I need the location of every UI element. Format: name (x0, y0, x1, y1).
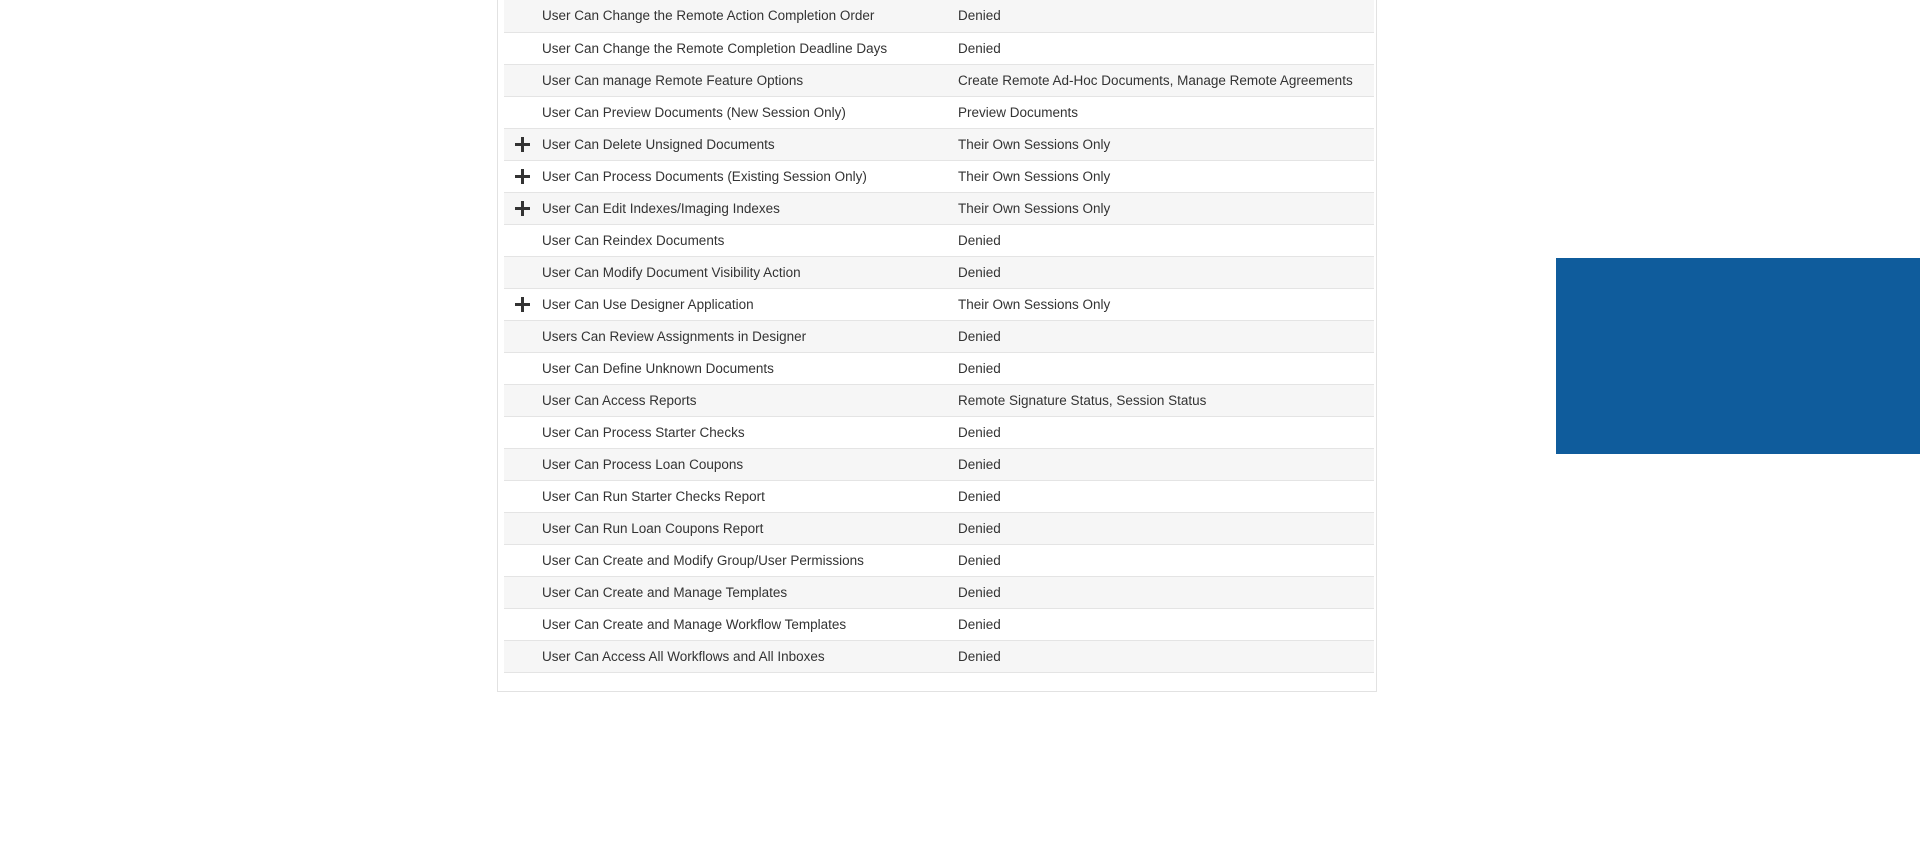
row-toggle-spacer (504, 608, 540, 640)
plus-icon[interactable] (515, 297, 530, 312)
permission-name: User Can Run Starter Checks Report (540, 480, 950, 512)
row-toggle-spacer (504, 416, 540, 448)
permission-name: User Can Process Loan Coupons (540, 448, 950, 480)
table-row[interactable] (504, 64, 1374, 96)
permission-name: User Can Process Documents (Existing Session Only) (540, 160, 950, 192)
row-toggle-spacer (504, 320, 540, 352)
permission-name: Users Can Review Assignments in Designer (540, 320, 950, 352)
table-row[interactable] (504, 0, 1374, 32)
table-row[interactable] (504, 32, 1374, 64)
table-row[interactable] (504, 608, 1374, 640)
permissions-card-footer (497, 684, 1377, 692)
permission-value[interactable]: Denied (950, 0, 1374, 32)
permission-name: User Can Change the Remote Action Completion Order (540, 0, 950, 32)
permission-value[interactable]: Denied (950, 352, 1374, 384)
row-toggle-spacer (504, 352, 540, 384)
table-row[interactable] (504, 576, 1374, 608)
row-toggle-spacer (504, 576, 540, 608)
table-row[interactable] (504, 352, 1374, 384)
permission-value[interactable]: Denied (950, 640, 1374, 672)
table-row[interactable] (504, 384, 1374, 416)
permission-value[interactable]: Denied (950, 512, 1374, 544)
permission-value[interactable]: Their Own Sessions Only (950, 192, 1374, 224)
permission-value[interactable]: Preview Documents (950, 96, 1374, 128)
permission-value[interactable]: Denied (950, 608, 1374, 640)
table-row[interactable] (504, 256, 1374, 288)
row-toggle-spacer (504, 96, 540, 128)
permissions-card (497, 0, 1377, 684)
plus-icon[interactable] (515, 201, 530, 216)
permissions-table (504, 0, 1374, 673)
row-toggle-spacer (504, 64, 540, 96)
permission-value[interactable]: Denied (950, 480, 1374, 512)
table-row[interactable] (504, 128, 1374, 160)
permission-name: User Can manage Remote Feature Options (540, 64, 950, 96)
table-row[interactable] (504, 96, 1374, 128)
row-toggle-spacer (504, 544, 540, 576)
permission-value[interactable]: Denied (950, 544, 1374, 576)
permission-value[interactable]: Create Remote Ad-Hoc Documents, Manage Remote Agreements (950, 64, 1374, 96)
permission-name: User Can Create and Modify Group/User Permissions (540, 544, 950, 576)
permission-value[interactable]: Remote Signature Status, Session Status (950, 384, 1374, 416)
permission-name: User Can Access Reports (540, 384, 950, 416)
permission-value[interactable]: Their Own Sessions Only (950, 160, 1374, 192)
row-toggle-spacer (504, 384, 540, 416)
row-toggle-spacer (504, 32, 540, 64)
permission-name: User Can Use Designer Application (540, 288, 950, 320)
permission-value[interactable]: Denied (950, 576, 1374, 608)
permission-value[interactable]: Denied (950, 416, 1374, 448)
permission-name: User Can Create and Manage Templates (540, 576, 950, 608)
permission-name: User Can Process Starter Checks (540, 416, 950, 448)
row-toggle-spacer (504, 256, 540, 288)
permission-value[interactable]: Denied (950, 320, 1374, 352)
row-toggle-spacer (504, 512, 540, 544)
expand-row-button[interactable] (504, 128, 540, 160)
permission-name: User Can Define Unknown Documents (540, 352, 950, 384)
bottom-gutter (0, 692, 1920, 847)
expand-row-button[interactable] (504, 160, 540, 192)
row-toggle-spacer (504, 640, 540, 672)
table-row[interactable] (504, 416, 1374, 448)
permission-name: User Can Edit Indexes/Imaging Indexes (540, 192, 950, 224)
row-toggle-spacer (504, 224, 540, 256)
table-row[interactable] (504, 448, 1374, 480)
row-toggle-spacer (504, 0, 540, 32)
permission-name: User Can Delete Unsigned Documents (540, 128, 950, 160)
permission-value[interactable]: Denied (950, 224, 1374, 256)
permission-name: User Can Run Loan Coupons Report (540, 512, 950, 544)
plus-icon[interactable] (515, 137, 530, 152)
permission-name: User Can Preview Documents (New Session Only) (540, 96, 950, 128)
permission-value[interactable]: Denied (950, 448, 1374, 480)
permission-value[interactable]: Denied (950, 32, 1374, 64)
permission-name: User Can Change the Remote Completion Deadline Days (540, 32, 950, 64)
table-row[interactable] (504, 224, 1374, 256)
permission-name: User Can Create and Manage Workflow Templates (540, 608, 950, 640)
expand-row-button[interactable] (504, 192, 540, 224)
permission-name: User Can Access All Workflows and All Inboxes (540, 640, 950, 672)
expand-row-button[interactable] (504, 288, 540, 320)
table-row[interactable] (504, 512, 1374, 544)
table-row[interactable] (504, 288, 1374, 320)
permission-value[interactable]: Their Own Sessions Only (950, 128, 1374, 160)
right-edge-panel-fill (1556, 258, 1920, 454)
table-row[interactable] (504, 192, 1374, 224)
right-edge-panel (1556, 258, 1920, 454)
row-toggle-spacer (504, 480, 540, 512)
table-row[interactable] (504, 544, 1374, 576)
table-row[interactable] (504, 160, 1374, 192)
permission-name: User Can Reindex Documents (540, 224, 950, 256)
plus-icon[interactable] (515, 169, 530, 184)
permission-value[interactable]: Denied (950, 256, 1374, 288)
table-row[interactable] (504, 480, 1374, 512)
table-row[interactable] (504, 640, 1374, 672)
table-row[interactable] (504, 320, 1374, 352)
permission-value[interactable]: Their Own Sessions Only (950, 288, 1374, 320)
row-toggle-spacer (504, 448, 540, 480)
permission-name: User Can Modify Document Visibility Action (540, 256, 950, 288)
